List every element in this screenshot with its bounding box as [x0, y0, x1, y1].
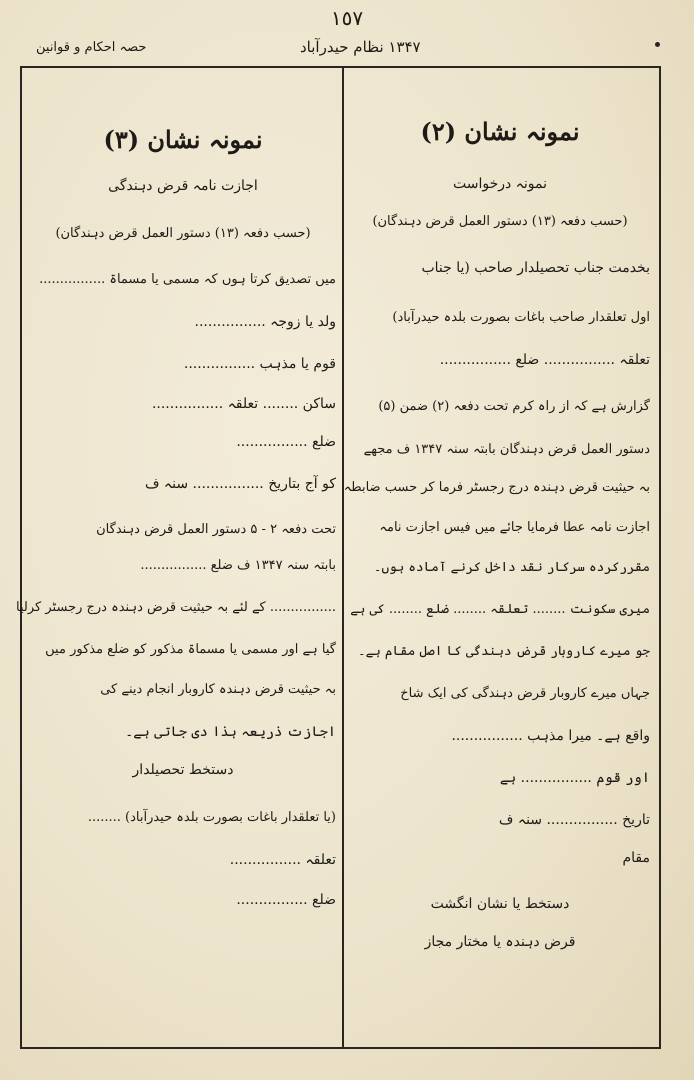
form-2-line: بہ حیثیت قرض دہندہ درج رجسٹر فرما کر حسب ضابطہ [343, 480, 650, 495]
form-3-signature: دستخط تحصیلدار [132, 762, 234, 778]
form-3-line: ................ کے لئے بہ حیثیت قرض دہندہ درج رجسٹر کرلیا [16, 600, 336, 615]
form-2-line: دستور العمل قرض دہندگان بابتہ سنہ ۱۳۴۷ ف مجھے [363, 442, 650, 457]
form-3-line: (یا تعلقدار باغات بصورت بلدہ حیدرآباد) ........ [87, 810, 336, 825]
form-2-line: مقام [622, 850, 650, 866]
column-divider [342, 66, 344, 1049]
ink-dot [655, 42, 660, 47]
form-3-line: میں تصدیق کرتا ہوں کہ مسمی یا مسماۃ ................ [39, 272, 336, 287]
form-2-line: جو میرے کاروبار قرض دہندگی کا اصل مقام ہے۔ [357, 644, 650, 659]
form-3-line: ضلع ................ [236, 434, 336, 450]
form-3-line: اجازت ذریعہ ہذا دی جاتی ہے۔ [125, 724, 336, 740]
form-2-line: واقع ہے۔ میرا مذہب ................ [451, 728, 650, 744]
form-3-line: ضلع ................ [236, 892, 336, 908]
form-3-subheading: اجازت نامہ قرض دہندگی [108, 178, 258, 194]
form-2-line: جہاں میرے کاروبار قرض دہندگی کی ایک شاخ [400, 686, 650, 701]
form-2-signature-title: قرض دہندہ یا مختار مجاز [424, 934, 576, 950]
form-2-heading: نمونہ نشان (۲) [420, 117, 580, 146]
form-2-line: اجازت نامہ عطا فرمایا جائے میں فیس اجازت نامہ [379, 520, 650, 535]
form-3-line: (حسب دفعہ (۱۳) دستور العمل قرض دہندگان) [55, 226, 311, 241]
form-3-line: بابتہ سنہ ۱۳۴۷ ف ضلع ................ [140, 558, 336, 573]
form-3-line: ولد یا زوجہ ................ [194, 314, 336, 330]
form-2-line: تعلقہ ................ ضلع ................ [439, 352, 650, 368]
form-2-line: اور قوم ................ ہے [499, 770, 650, 786]
form-2-line: اول تعلقدار صاحب باغات بصورت بلدہ حیدرآباد) [392, 310, 650, 325]
section-label: حصہ احکام و قوانین [36, 40, 147, 55]
form-3-line: تحت دفعہ ۲ - ۵ دستور العمل قرض دہندگان [96, 522, 336, 537]
form-3-line: قوم یا مذہب ................ [183, 356, 336, 372]
form-2-line: گزارش ہے کہ از راہ کرم تحت دفعہ (۲) ضمن (۵) [378, 399, 650, 414]
form-2-line: بخدمت جناب تحصیلدار صاحب (یا جناب [421, 260, 650, 276]
form-3-line: بہ حیثیت قرض دہندہ کاروبار انجام دینے کی [100, 682, 336, 697]
form-3-line: ساکن ........ تعلقہ ................ [151, 396, 336, 412]
form-3-line: کو آج بتاریخ ................ سنہ ف [144, 476, 336, 492]
form-3-heading: نمونہ نشان (۳) [103, 125, 263, 154]
running-title: ۱۳۴۷ نظام حیدرآباد [300, 38, 421, 56]
form-2-line: تاریخ ................ سنہ ف [498, 812, 650, 828]
form-2-line: (حسب دفعہ (۱۳) دستور العمل قرض دہندگان) [372, 214, 628, 229]
page-number: ١٥٧ [330, 6, 364, 30]
form-2-line: میری سکونت ........ تعلقہ ........ ضلع ........ کی ہے [350, 602, 650, 617]
form-3-line: گیا ہے اور مسمی یا مسماۃ مذکور کو ضلع مذکور میں [45, 642, 336, 657]
form-2-signature: دستخط یا نشان انگشت [430, 896, 570, 912]
form-2-subheading: نمونہ درخواست [452, 176, 548, 192]
form-3-line: تعلقہ ................ [229, 852, 336, 868]
form-2-line: مقررکردہ سرکار نقد داخل کرنے آمادہ ہوں۔ [373, 560, 650, 575]
